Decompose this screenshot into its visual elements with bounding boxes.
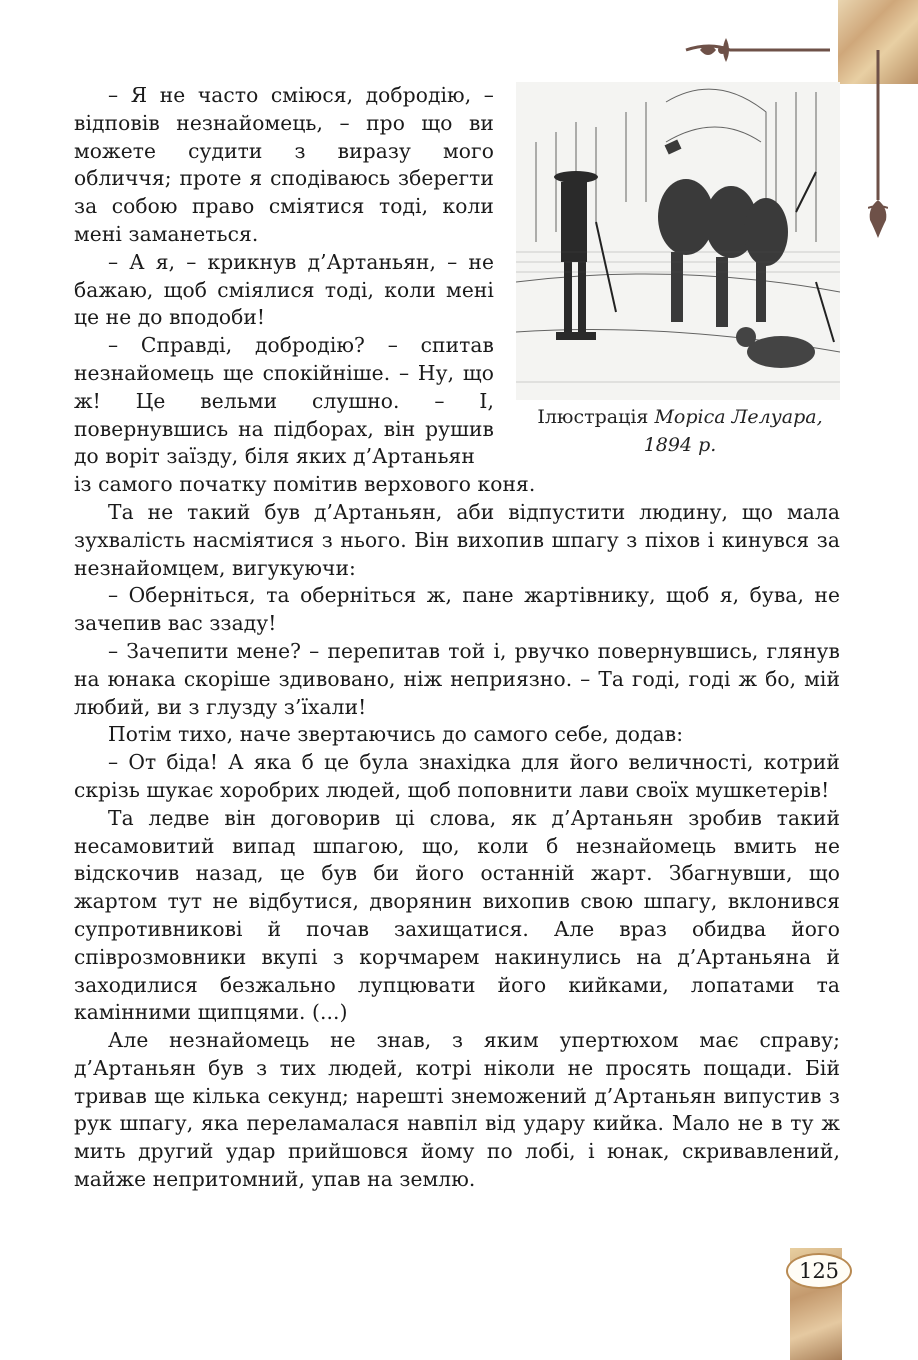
paragraph: Потім тихо, наче звертаючись до самого себе, додав:	[108, 722, 684, 747]
page-number: 125	[786, 1253, 852, 1289]
caption-prefix: Ілюстрація	[537, 406, 655, 428]
caption-author: Моріса Лелуара, 1894 р.	[643, 406, 823, 456]
paragraph: – От біда! А яка б це була знахідка для його величності, котрий скрізь шукає хоробрих людей, щоб поповнити лави своїх мушкетерів!	[74, 750, 840, 802]
paragraph: Але незнайомець не знав, з яким упертюхом має справу; д’Артаньян був з тих людей, котрі ніколи не просять пощади. Бій тривав ще кілька секунд; нарешті знеможений д’Артаньян випустив з рук шпагу, яка переламалася навпіл від удару кийка. Мало не в ту ж мить другий удар прийшовся йому по лобі, і юнак, скривавлений, майже непритомний, упав на землю.	[74, 1028, 840, 1192]
paragraph: – Оберніться, та оберніться ж, пане жартівнику, щоб я, бува, не зачепив вас ззаду!	[74, 583, 840, 636]
paragraph: – Я не часто сміюся, добродію, – відповів незнайомець, – про що ви можете судити з виразу мого обличчя; проте я сподіваюсь зберегти за собою право сміятися тоді, коли мені заманеться.	[74, 83, 494, 246]
paragraph: – Справді, добродію? – спитав незнайомець ще спокійніше. – Ну, що ж! Це вельми слушно. – І, повернувшись на підборах, він рушив до воріт заїзду, біля яких д’Артаньян	[74, 333, 494, 469]
body-text	[74, 82, 840, 1194]
paragraph: Та не такий був д’Артаньян, аби відпустити людину, що мала зухвалість насміятися з нього. Він вихопив шпагу з піхов і кинувся за незнайомцем, вигукуючи:	[74, 499, 840, 580]
paragraph-continuation: із самого початку помітив верхового коня.	[74, 472, 536, 497]
paragraph: – А я, – крикнув д’Артаньян, – не бажаю, щоб сміялися тоді, коли мені це не до вподоби!	[74, 249, 494, 330]
paragraph: – Зачепити мене? – перепитав той і, рвучко повернувшись, глянув на юнака скоріше здивовано, ніж неприязно. – Та годі, годі ж бо, мій любий, ви з глузду з’їхали!	[74, 638, 840, 719]
ornament-stem	[868, 50, 888, 250]
paragraph: Та ледве він договорив ці слова, як д’Артаньян зробив такий несамовитий випад шпагою, що, коли б незнайомець вмить не відскочив назад, це був би його останній жарт. Збагнувши, що жартом тут не відбутися, дворянин вихопив свою шпагу, вклонився супротивникові й почав захищатися. Але враз обидва його співрозмовники вкупі з корчмарем накинулись на д’Артаньяна й заходилися безжально лупцювати його кийками, лопатами та камінними щипцями. (...)	[74, 805, 840, 1025]
